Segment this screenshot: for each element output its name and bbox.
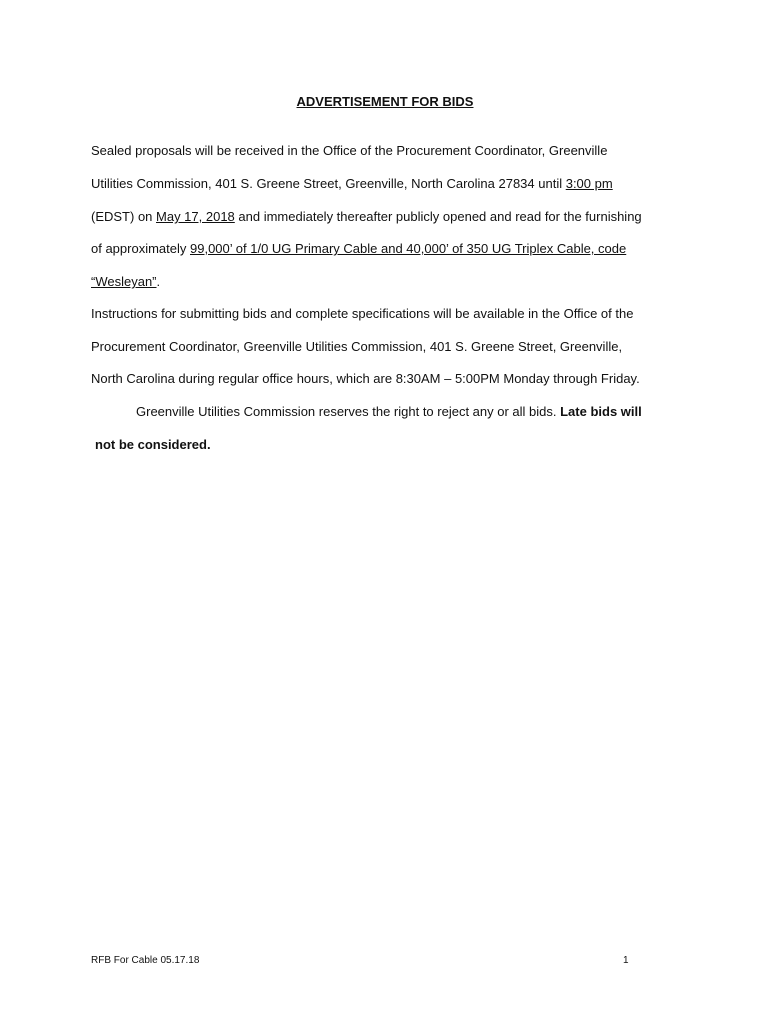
- document-title: ADVERTISEMENT FOR BIDS: [296, 94, 474, 109]
- footer-page-number: 1: [623, 955, 629, 966]
- late-bids-notice: Late bids will: [560, 404, 642, 419]
- paragraph1-line2-text: Utilities Commission, 401 S. Greene Street, Greenville, North Carolina 27834 until: [91, 176, 566, 191]
- paragraph1-line3-rest: and immediately thereafter publicly opened and read for the furnishing: [234, 209, 642, 224]
- bid-code: “Wesleyan”: [91, 274, 157, 289]
- deadline-time: 3:00 pm: [565, 176, 613, 191]
- paragraph1-line3-text: (EDST) on: [91, 209, 157, 224]
- paragraph1-line5: [91, 274, 160, 290]
- paragraph1-line1: Sealed proposals will be received in the Office of the Procurement Coordinator, Greenville: [91, 143, 608, 158]
- paragraph2-line2: Procurement Coordinator, Greenville Utilities Commission, 401 S. Greene Street, Greenville,: [91, 339, 623, 354]
- paragraph2-line1: Instructions for submitting bids and complete specifications will be available in the Office of the: [91, 306, 634, 321]
- paragraph1-line2: [91, 176, 613, 192]
- paragraph1-line4-text: of approximately: [91, 241, 190, 256]
- paragraph1-line4: [91, 241, 626, 257]
- paragraph3-line1-text: Greenville Utilities Commission reserves the right to reject any or all bids.: [136, 404, 561, 419]
- deadline-date: May 17, 2018: [156, 209, 235, 224]
- paragraph3-line1: [136, 404, 642, 420]
- paragraph1-line3: [91, 209, 642, 225]
- bid-items: 99,000’ of 1/0 UG Primary Cable and 40,000’ of 350 UG Triplex Cable, code: [190, 241, 627, 256]
- paragraph2-line3: North Carolina during regular office hours, which are 8:30AM – 5:00PM Monday through Friday.: [91, 371, 640, 386]
- paragraph3-line2: not be considered.: [95, 437, 211, 452]
- paragraph1-line5-period: .: [156, 274, 161, 289]
- footer-document-id: RFB For Cable 05.17.18: [91, 955, 200, 966]
